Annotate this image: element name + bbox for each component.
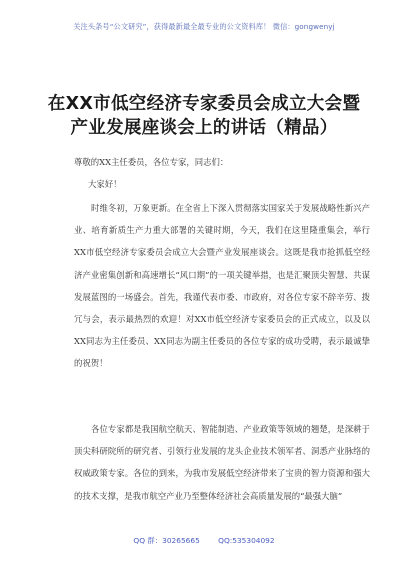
body-paragraph-1: 时维冬初，万象更新。在全省上下深入贯彻落实国家关于发展战略性新兴产业、培育新质生产力重大部署的关键时期，今天，我们在这里隆重集会，举行XX市低空经济专家委员会成立大会暨产业发展座谈会。这既是我市抢抓低空经济产业密集创新和高速增长“风口期”的一项关键举措，也是汇聚顶尖智慧、共谋发展蓝图的一场盛会。首先，我谨代表市委、市政府，对各位专家不辞辛劳、拨冗与会，表示最热烈的欢迎！对XX市低空经济专家委员会的正式成立，以及以XX同志为主任委员、XX同志为副主任委员的各位专家的成功受聘，表示最诚挚的祝贺！ [74,203,370,369]
document-title-line-1: 在XX市低空经济专家委员会成立大会暨 [47,94,361,114]
footer-contact [0,535,408,546]
body-paragraph-2: 各位专家都是我国航空航天、智能制造、产业政策等领域的翘楚，是深耕于顶尖科研院所的研究者、引领行业发展的龙头企业技术领军者、洞悉产业脉络的权威政策专家。各位的到来，为我市发展低空经济带来了宝贵的智力资源和强大的技术支撑，是我市航空产业乃至整体经济社会高质量发展的“最强大脑” [74,424,370,501]
footer-qq-group: QQ 群：30265665 [133,536,200,545]
document-title-line-2: 产业发展座谈会上的讲话（精品） [70,118,338,138]
salutation: 尊敬的XX主任委员，各位专家，同志们： [74,157,229,167]
footer-qq-number: QQ:535304092 [218,536,275,545]
greeting: 大家好！ [88,179,122,189]
header-banner: 关注头条号“公文研究”，获得最新最全最专业的公文资料库！ 微信：gongwenyj [73,22,335,31]
